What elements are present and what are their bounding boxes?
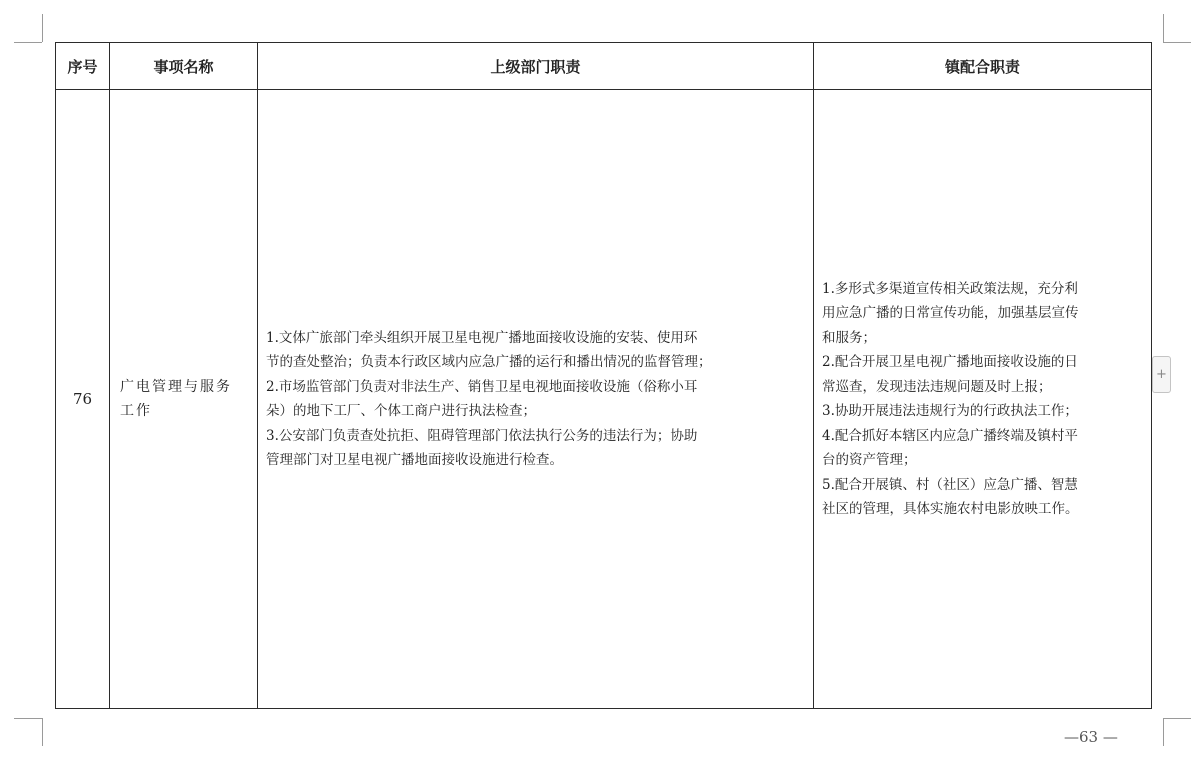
- item-name-line: 工作: [120, 403, 152, 419]
- superior-duty-line: 2.市场监管部门负责对非法生产、销售卫星电视地面接收设施（俗称小耳: [266, 378, 698, 395]
- town-duty-line: 1.多形式多渠道宣传相关政策法规，充分利: [822, 280, 1078, 297]
- crop-mark-top-left-v: [42, 14, 43, 42]
- town-duty-line: 用应急广播的日常宣传功能，加强基层宣传: [822, 305, 1079, 321]
- superior-duty-line: 节的查处整治；负责本行政区域内应急广播的运行和播出情况的监督管理；: [266, 354, 712, 370]
- crop-mark-top-right-v: [1163, 14, 1164, 42]
- superior-duty-line: 1.文体广旅部门牵头组织开展卫星电视广播地面接收设施的安装、使用环: [266, 329, 698, 346]
- header-superior-duties: 上级部门职责: [258, 43, 814, 90]
- crop-mark-bottom-right-v: [1163, 718, 1164, 746]
- crop-mark-bottom-right-h: [1163, 718, 1191, 719]
- town-duty-line: 台的资产管理；: [822, 452, 917, 468]
- responsibility-table: [55, 42, 1152, 709]
- cell-town-duties: [814, 90, 1152, 709]
- expand-plus-icon[interactable]: +: [1152, 356, 1171, 393]
- item-name-line: 广电管理与服务: [120, 379, 232, 395]
- header-town-duties: 镇配合职责: [814, 43, 1152, 90]
- header-item-name: 事项名称: [110, 43, 258, 90]
- town-duty-line: 5.配合开展镇、村（社区）应急广播、智慧: [822, 476, 1078, 493]
- crop-mark-top-right-h: [1163, 42, 1191, 43]
- superior-duty-line: 管理部门对卫星电视广播地面接收设施进行检查。: [266, 452, 563, 468]
- superior-duty-line: 朵）的地下工厂、个体工商户进行执法检查；: [266, 403, 536, 419]
- town-duty-line: 4.配合抓好本辖区内应急广播终端及镇村平: [822, 427, 1078, 444]
- table-row: [56, 90, 1152, 709]
- crop-mark-top-left-h: [14, 42, 42, 43]
- town-duty-line: 和服务；: [822, 329, 876, 346]
- town-duty-line: 3.协助开展违法违规行为的行政执法工作；: [822, 403, 1078, 419]
- crop-mark-bottom-left-v: [42, 718, 43, 746]
- superior-duty-line: 3.公安部门负责查处抗拒、阻碍管理部门依法执行公务的违法行为；协助: [266, 427, 698, 444]
- cell-superior-duties: [258, 90, 814, 709]
- town-duty-line: 2.配合开展卫星电视广播地面接收设施的日: [822, 354, 1078, 370]
- cell-item-name: [110, 90, 258, 709]
- town-duty-line: 社区的管理，具体实施农村电影放映工作。: [822, 501, 1079, 517]
- header-serial-no: 序号: [56, 43, 110, 90]
- crop-mark-bottom-left-h: [14, 718, 42, 719]
- cell-serial-no: 76: [56, 90, 110, 709]
- page-number: —63 —: [1064, 728, 1118, 746]
- town-duty-line: 常巡查，发现违法违规问题及时上报；: [822, 378, 1052, 395]
- table-header-row: [56, 43, 1152, 90]
